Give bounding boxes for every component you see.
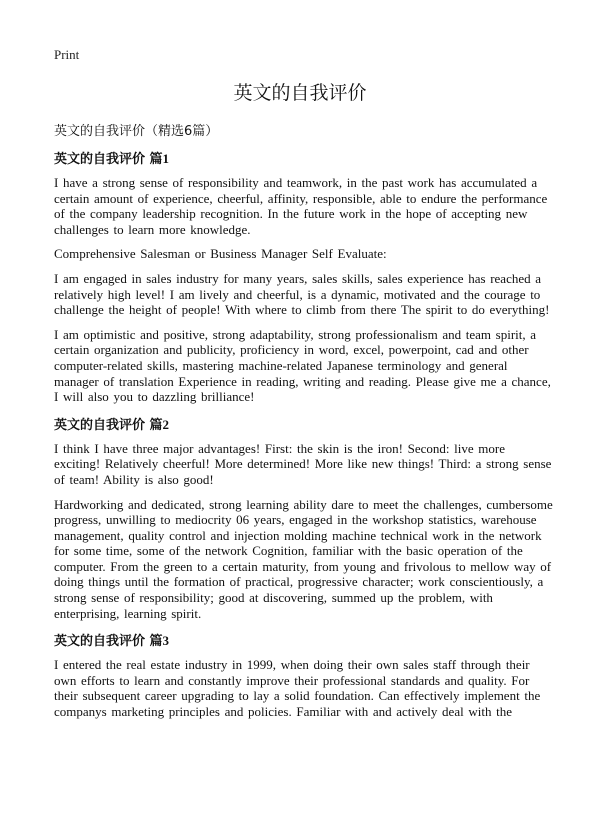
section-heading-number: 2 <box>162 416 170 432</box>
paragraph: I entered the real estate industry in 1999, when doing their own sales staff through their own efforts to learn and constantly improve their professional standards and quality. For their subsequent career upgrading to lay a solid foundation. Can effectively implement the companys marketing principles and policies. Familiar with and actively deal with the <box>54 657 541 720</box>
section-heading-text: 英文的自我评价 篇 <box>54 152 163 167</box>
paragraph: I think I have three major advantages! First: the skin is the iron! Second: live more exciting! Relatively cheerful! More determined! More like new things! Third: a strong sense of team! Ability is also good! <box>54 440 552 487</box>
paragraph: Hardworking and dedicated, strong learning ability dare to meet the challenges, cumbersome progress, unwilling to mediocrity 06 years, engaged in the workshop statistics, warehouse management, quality control and injection molding machine technical work in the network for some time, some of the network Cognition, familiar with the basic operation of the computer. From the green to a certain maturity, from young and frivolous to mellow way of doing things until the formation of practical, progressive character; work conscientiously, a strong sense of responsibility; good at discovering, summed up the problem, with enterprising, learning spirit. <box>54 496 553 621</box>
paragraph: I am engaged in sales industry for many years, sales skills, sales experience has reached a relatively high level! I am lively and cheerful, is a dynamic, motivated and the courage to challenge the height of people! With where to climb from there The spirit to do everything! <box>54 270 550 318</box>
paragraph: I am optimistic and positive, strong adaptability, strong professionalism and team spirit, a certain organization and publicity, proficiency in word, excel, powerpoint, cad and other computer-related skills, mastering machine-related Japanese terminology and general manager of translation Experience in reading, writing and reading. Please give me a chance, I will also you to dazzling brilliance! <box>54 326 551 405</box>
section-2 <box>54 414 554 622</box>
section-3 <box>54 630 554 719</box>
print-link[interactable]: Print <box>54 47 80 62</box>
section-heading-text: 英文的自我评价 篇 <box>54 634 163 650</box>
section-heading <box>54 414 554 433</box>
paragraph: I have a strong sense of responsibility and teamwork, in the past work has accumulated a certain amount of experience, cheerful, affinity, responsible, able to endure the performance of the company leadership recognition. In the future work in the hope of accepting new challenges to learn more knowledge. <box>54 175 548 237</box>
page-subtitle: 英文的自我评价（精选6篇） <box>54 124 219 139</box>
section-heading <box>54 148 554 167</box>
section-1 <box>54 148 554 405</box>
section-heading-number: 3 <box>162 633 170 649</box>
section-heading-number: 1 <box>162 151 170 166</box>
section-heading-text: 英文的自我评价 篇 <box>54 417 163 433</box>
page-title: 英文的自我评价 <box>233 82 367 104</box>
article-body <box>54 148 554 729</box>
section-heading <box>54 630 554 649</box>
paragraph: Comprehensive Salesman or Business Manager Self Evaluate: <box>54 246 387 262</box>
